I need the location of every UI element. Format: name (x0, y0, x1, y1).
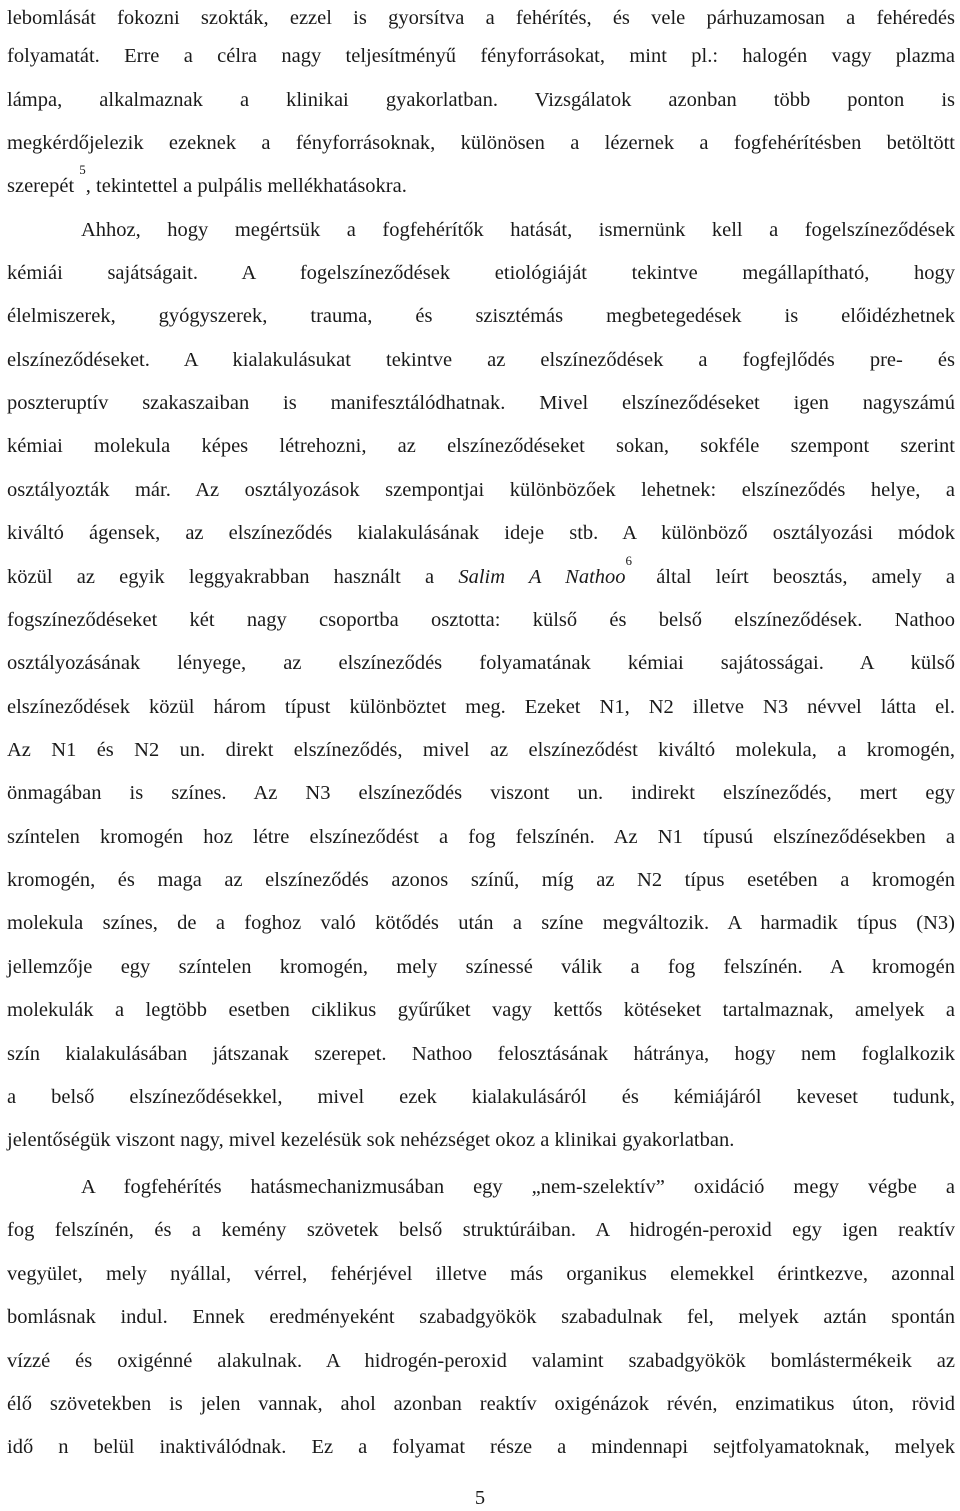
cited-author: Salim A Nathoo (458, 566, 626, 588)
text-line: lámpa, alkalmaznak a klinikai gyakorlatban. Vizsgálatok azonban több ponton is (7, 89, 955, 111)
text-line: vegyület, mely nyállal, vérrel, fehérjével illetve más organikus elemekkel érintkezve, azonnal (7, 1263, 955, 1285)
text-line: bomlásnak indul. Ennek eredményeként szabadgyökök szabadulnak fel, melyek aztán spontán (7, 1306, 955, 1328)
text-line: Az N1 és N2 un. direkt elszíneződés, mivel az elszíneződést kiváltó molekula, a kromogén, (7, 739, 955, 761)
text-line: kiváltó ágensek, az elszíneződés kialakulásának ideje stb. A különböző osztályozási módok (7, 522, 955, 544)
text-line: poszteruptív szakaszaiban is manifesztálódhatnak. Mivel elszíneződéseket igen nagyszámú (7, 392, 955, 414)
text-line: elszíneződések közül három típust különböztet meg. Ezeket N1, N2 illetve N3 névvel látta el. (7, 696, 955, 718)
text-line (7, 162, 955, 201)
page-number: 5 (474, 1487, 486, 1509)
text-line: kromogén, és maga az elszíneződés azonos színű, míg az N2 típus esetében a kromogén (7, 869, 955, 891)
text-line: szín kialakulásában játszanak szerepet. Nathoo felosztásának hátránya, hogy nem foglalkozik (7, 1043, 955, 1065)
text-line: folyamatát. Erre a célra nagy teljesítményű fényforrásokat, mint pl.: halogén vagy plazma (7, 45, 955, 67)
text-line: élő szövetekben is jelen vannak, ahol azonban reaktív oxigénázok révén, enzimatikus úton, rövid (7, 1393, 955, 1415)
text-line: osztályozták már. Az osztályozások szempontjai különbözőek lehetnek: elszíneződés helye, a (7, 479, 955, 501)
text-fragment: közül az egyik leggyakrabban használt a (7, 566, 459, 588)
text-line: önmagában is színes. Az N3 elszíneződés viszont un. indirekt elszíneződés, mert egy (7, 782, 955, 804)
text-line: élelmiszerek, gyógyszerek, trauma, és szisztémás megbetegedések is előidézhetnek (7, 305, 955, 327)
text-line: fog felszínén, és a kemény szövetek belső struktúráiban. A hidrogén-peroxid egy igen reaktív (7, 1219, 955, 1241)
text-fragment: szerepét (7, 175, 80, 197)
text-line: színtelen kromogén hoz létre elszíneződést a fog felszínén. Az N1 típusú elszíneződésekben a (7, 826, 955, 848)
text-line: molekula színes, de a foghoz való kötődés után a színe megváltozik. A harmadik típus (N3) (7, 912, 955, 934)
footnote-reference: 5 (79, 162, 86, 177)
text-line: kémiái sajátságait. A fogelszíneződések etiológiáját tekintve megállapítható, hogy (7, 262, 955, 284)
paragraph-first-line: Ahhoz, hogy megértsük a fogfehérítők hatását, ismernünk kell a fogelszíneződések (81, 219, 955, 241)
text-line: kémiai molekula képes létrehozni, az elszíneződéseket sokan, sokféle szempont szerint (7, 435, 955, 457)
text-line: megkérdőjelezik ezeknek a fényforrásoknak, különösen a lézernek a fogfehérítésben betöltött (7, 132, 955, 154)
footnote-reference: 6 (625, 553, 633, 568)
text-fragment: által leírt beosztás, amely a (632, 566, 955, 588)
text-line: a belső elszíneződésekkel, mivel ezek kialakulásáról és kémiájáról keveset tudunk, (7, 1086, 955, 1108)
text-line: idő n belül inaktiválódnak. Ez a folyamat része a mindennapi sejtfolyamatoknak, melyek (7, 1436, 955, 1458)
text-line: vízzé és oxigénné alakulnak. A hidrogén-peroxid valamint szabadgyökök bomlástermékeik az (7, 1350, 955, 1372)
text-line: fogszíneződéseket két nagy csoportba osztotta: külső és belső elszíneződések. Nathoo (7, 609, 955, 631)
text-line: molekulák a legtöbb esetben ciklikus gyűrűket vagy kettős kötéseket tartalmaznak, amelyek a (7, 999, 955, 1021)
text-line: lebomlását fokozni szokták, ezzel is gyorsítva a fehérítés, és vele párhuzamosan a fehéredés (7, 7, 955, 29)
paragraph-first-line: A fogfehérítés hatásmechanizmusában egy „nem-szelektív” oxidáció megy végbe a (81, 1176, 955, 1198)
text-line: osztályozásának lényege, az elszíneződés folyamatának kémiai sajátosságai. A külső (7, 652, 955, 674)
text-line: jellemzője egy színtelen kromogén, mely színessé válik a fog felszínén. A kromogén (7, 956, 955, 978)
text-line (7, 553, 955, 592)
text-line: jelentőségük viszont nagy, mivel kezelésük sok nehézséget okoz a klinikai gyakorlatban. (7, 1129, 735, 1151)
text-line: elszíneződéseket. A kialakulásukat tekintve az elszíneződések a fogfejlődés pre- és (7, 349, 955, 371)
text-fragment: , tekintettel a pulpális mellékhatásokra. (85, 175, 407, 197)
